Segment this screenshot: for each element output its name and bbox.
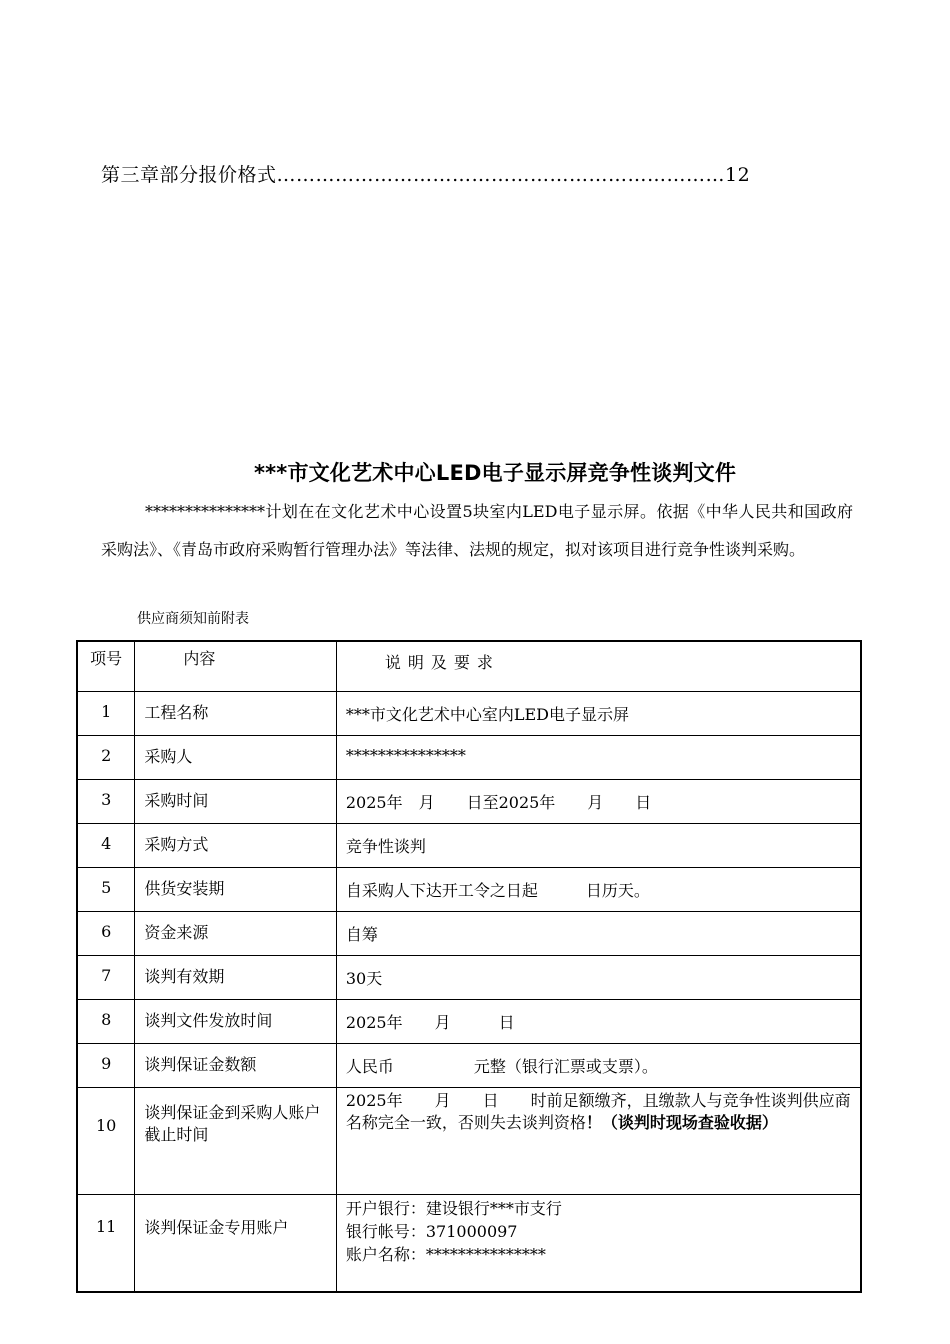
row-item: 资金来源 [135,912,337,956]
row-item: 谈判文件发放时间 [135,1000,337,1044]
row-number: 2 [77,736,135,780]
row-description: 竞争性谈判 [336,824,861,868]
table-row [77,824,861,868]
row-item: 供货安装期 [135,868,337,912]
table-row [77,1195,861,1293]
row-item: 谈判保证金数额 [135,1044,337,1088]
table-row [77,1088,861,1195]
table-row [77,956,861,1000]
table-row [77,780,861,824]
deposit-note-bold: ！（谈判时现场查验收据） [585,1113,778,1132]
bank-name: 开户银行：建设银行***市支行 [345,1199,562,1218]
document-title-text: ***市文化艺术中心LED电子显示屏竞争性谈判文件 [253,461,737,485]
row-description: 2025年 月 日 [336,1000,861,1044]
row-number: 3 [77,780,135,824]
row-item: 工程名称 [135,692,337,736]
row-number: 9 [77,1044,135,1088]
row-number: 1 [77,692,135,736]
row-description [336,1088,861,1195]
row-number: 5 [77,868,135,912]
row-item: 谈判保证金到采购人账户截止时间 [135,1088,337,1195]
requirements-table [76,640,862,1293]
row-number: 8 [77,1000,135,1044]
table-caption: 供应商须知前附表 [137,611,249,627]
header-item-no: 项号 [77,641,135,692]
table-row [77,912,861,956]
row-item: 采购人 [135,736,337,780]
row-item: 采购时间 [135,780,337,824]
bank-account-number: 银行帐号：371000097 [345,1222,518,1241]
table-header-row [77,641,861,692]
table-row [77,868,861,912]
row-number: 11 [77,1195,135,1293]
document-title [0,457,950,487]
row-description: *************** [336,736,861,780]
row-description: 自筹 [336,912,861,956]
row-number: 4 [77,824,135,868]
row-item: 谈判有效期 [135,956,337,1000]
row-number: 7 [77,956,135,1000]
row-description: 自采购人下达开工令之日起 日历天。 [336,868,861,912]
row-number: 6 [77,912,135,956]
intro-paragraph: ***************计划在在文化艺术中心设置5块室内LED电子显示屏。依据《中华人民共和国政府采购法》、《青岛市政府采购暂行管理办法》等法律、法规的规定，拟对该项目进行竞争性谈判采购。 [101,502,853,559]
row-number: 10 [77,1088,135,1195]
table-row [77,692,861,736]
row-description: 2025年 月 日至2025年 月 日 [336,780,861,824]
row-description: ***市文化艺术中心室内LED电子显示屏 [336,692,861,736]
toc-entry: 第三章部分报价格式……………………………………………………………12 [101,164,751,186]
header-content: 内容 [135,641,337,692]
deposit-deadline-text: 2025年 月 日 时前足额缴齐，且缴款人与竞争性谈判供应商名称完全一致，否则失去谈判资格 [345,1091,851,1132]
row-description [336,1195,861,1293]
table-row [77,1000,861,1044]
table-row [77,1044,861,1088]
row-item: 采购方式 [135,824,337,868]
table-row [77,736,861,780]
row-item: 谈判保证金专用账户 [135,1195,337,1293]
bank-account-name: 账户名称：*************** [345,1245,546,1264]
header-requirements: 说明及要求 [336,641,861,692]
row-description: 人民币 元整（银行汇票或支票）。 [336,1044,861,1088]
row-description: 30天 [336,956,861,1000]
